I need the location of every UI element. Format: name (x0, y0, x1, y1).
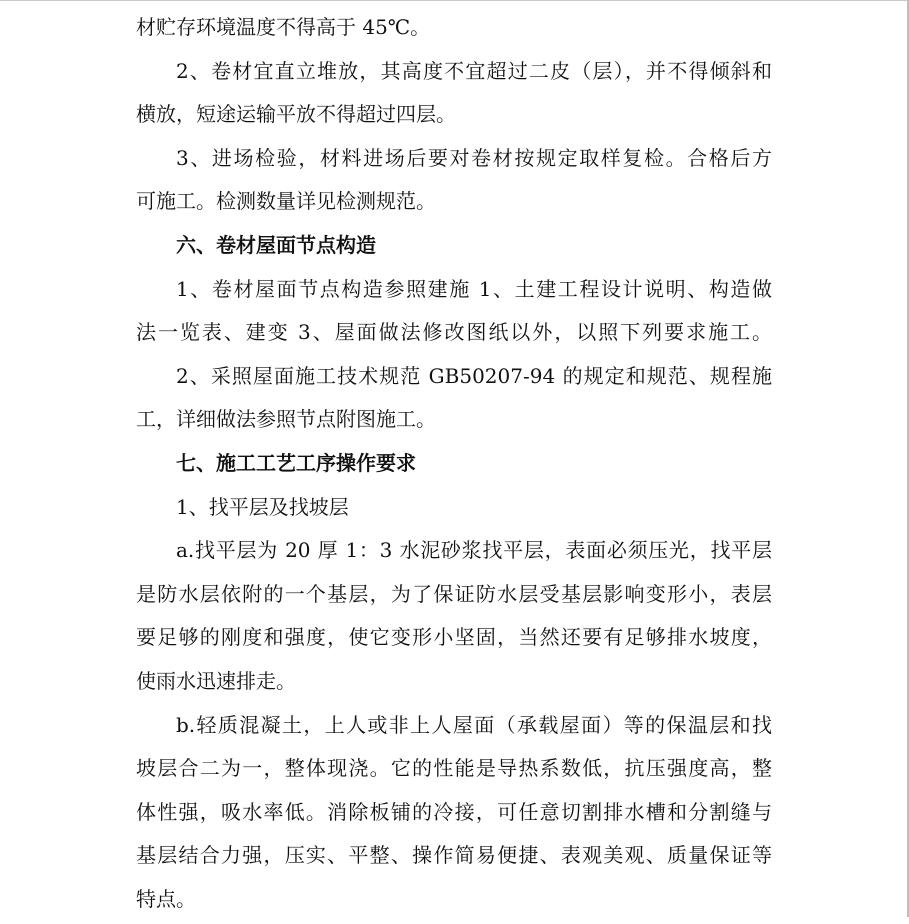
text-line: 横放，短途运输平放不得超过四层。 (136, 102, 456, 127)
text-line: 特点。 (136, 886, 196, 911)
text-line: a.找平层为 20 厚 1：3 水泥砂浆找平层，表面必须压光，找平层 (176, 538, 772, 563)
text-line: 使雨水迅速排走。 (136, 668, 296, 693)
text-line: 体性强，吸水率低。消除板铺的冷接，可任意切割排水槽和分割缝与 (136, 799, 772, 824)
document-body (136, 9, 772, 924)
text-line: b.轻质混凝土，上人或非上人屋面（承载屋面）等的保温层和找 (176, 712, 772, 737)
section-heading: 六、卷材屋面节点构造 (176, 232, 376, 257)
text-line: 2、采照屋面施工技术规范 GB50207-94 的规定和规范、规程施 (176, 363, 772, 388)
text-line: 法一览表、建变 3、屋面做法修改图纸以外，以照下列要求施工。 (136, 320, 772, 345)
subsection-heading: 1、找平层及找坡层 (176, 494, 349, 519)
text-line: 是防水层依附的一个基层，为了保证防水层受基层影响变形小，表层 (136, 581, 772, 606)
text-line: 3、进场检验，材料进场后要对卷材按规定取样复检。合格后方 (176, 145, 772, 170)
text-line: 2、卷材宜直立堆放，其高度不宜超过二皮（层），并不得倾斜和 (176, 58, 772, 83)
text-line: 可施工。检测数量详见检测规范。 (136, 189, 436, 214)
text-line: 材贮存环境温度不得高于 45℃。 (136, 15, 431, 39)
text-line: 基层结合力强，压实、平整、操作简易便捷、表观美观、质量保证等 (136, 843, 772, 868)
page-top-border (0, 0, 909, 1)
section-heading: 七、施工工艺工序操作要求 (176, 450, 416, 475)
text-line: 工，详细做法参照节点附图施工。 (136, 407, 436, 432)
text-line: 1、卷材屋面节点构造参照建施 1、土建工程设计说明、构造做 (176, 276, 772, 301)
text-line: 坡层合二为一，整体现浇。它的性能是导热系数低，抗压强度高，整 (136, 756, 772, 781)
text-line: 要足够的刚度和强度，使它变形小坚固，当然还要有足够排水坡度， (136, 625, 772, 650)
